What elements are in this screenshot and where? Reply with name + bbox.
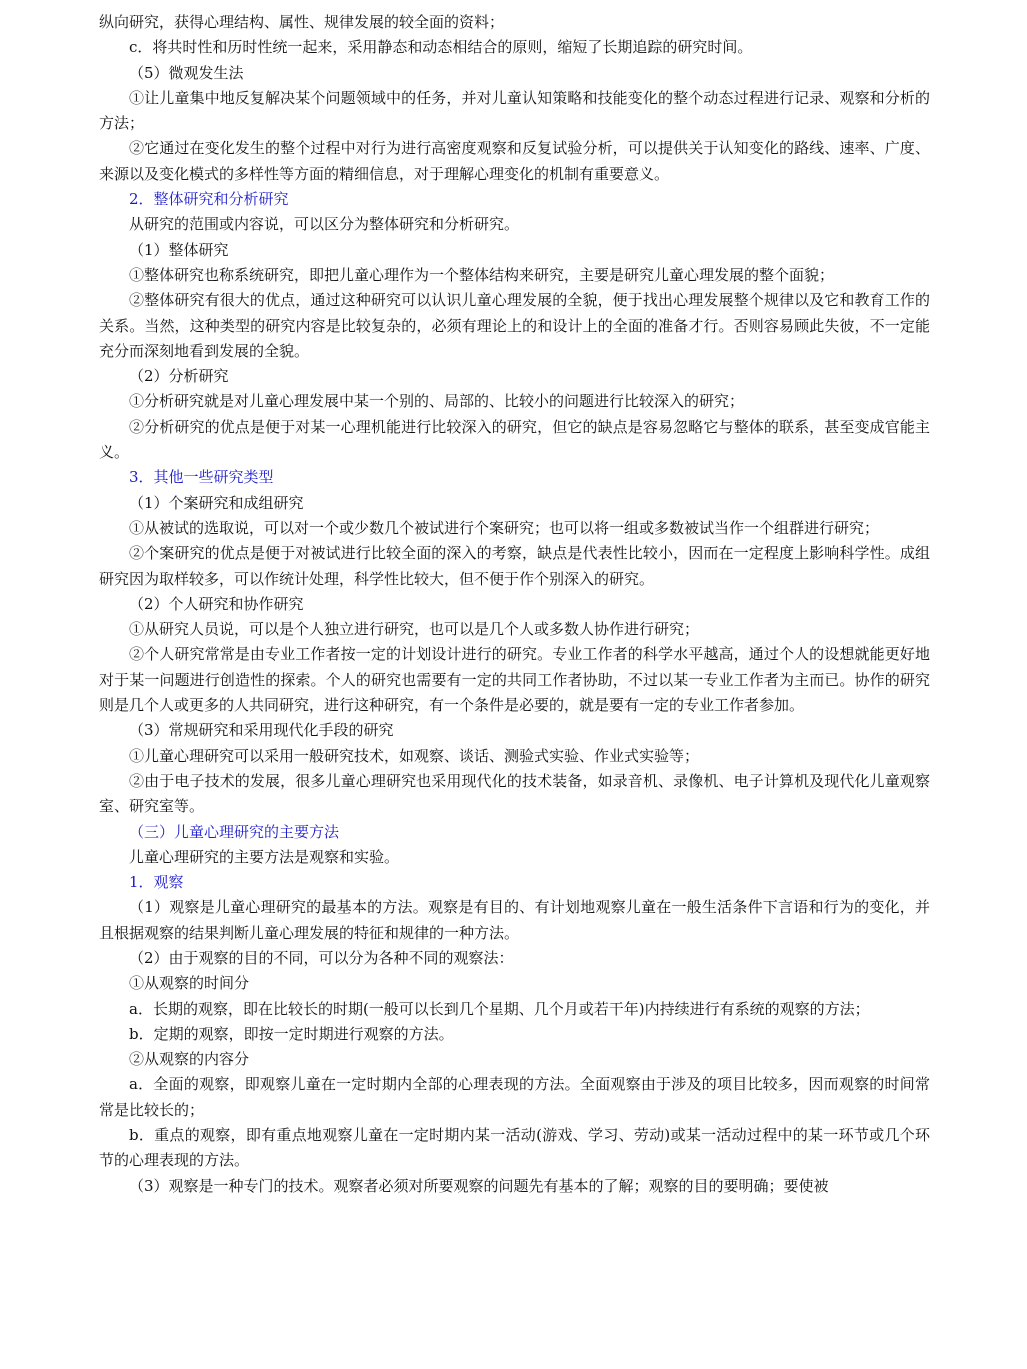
body-paragraph: ①从观察的时间分 xyxy=(129,974,250,993)
body-paragraph: （1）个案研究和成组研究 xyxy=(129,493,304,512)
section-heading: 1．观察 xyxy=(129,873,184,892)
body-paragraph: b．重点的观察，即有重点地观察儿童在一定时期内某一活动(游戏、学习、劳动)或某一活动过程中的某一环节或几个环节的心理表现的方法。 xyxy=(99,1126,930,1170)
body-paragraph: ②个人研究常常是由专业工作者按一定的计划设计进行的研究。专业工作者的科学水平越高，通过个人的设想就能更好地对于某一问题进行创造性的探索。个人的研究也需要有一定的共同工作者协助，不过以某一专业工作者为主而已。协作的研究则是几个人或更多的人共同研究，进行这种研究，有一个条件是必要的，就是要有一定的专业工作者参加。 xyxy=(99,645,930,715)
body-paragraph: ①从被试的选取说，可以对一个或少数几个被试进行个案研究；也可以将一组或多数被试当作一个组群进行研究； xyxy=(129,518,880,537)
body-paragraph: 从研究的范围或内容说，可以区分为整体研究和分析研究。 xyxy=(129,215,520,234)
body-paragraph: b．定期的观察，即按一定时期进行观察的方法。 xyxy=(129,1024,454,1043)
body-paragraph: a．全面的观察，即观察儿童在一定时期内全部的心理表现的方法。全面观察由于涉及的项目比较多，因而观察的时间常常是比较长的； xyxy=(99,1075,930,1119)
body-paragraph: （2）个人研究和协作研究 xyxy=(129,594,304,613)
body-paragraph: （5）微观发生法 xyxy=(129,63,244,82)
body-paragraph: ①整体研究也称系统研究，即把儿童心理作为一个整体结构来研究，主要是研究儿童心理发展的整个面貌； xyxy=(129,265,835,284)
body-paragraph: ②从观察的内容分 xyxy=(129,1050,250,1069)
body-paragraph: （3）观察是一种专门的技术。观察者必须对所要观察的问题先有基本的了解；观察的目的要明确；要使被 xyxy=(129,1176,829,1195)
body-paragraph: ②分析研究的优点是便于对某一心理机能进行比较深入的研究，但它的缺点是容易忽略它与整体的联系，甚至变成官能主义。 xyxy=(99,417,930,462)
section-heading: 2．整体研究和分析研究 xyxy=(129,190,289,209)
body-paragraph: ①让儿童集中地反复解决某个问题领域中的任务，并对儿童认知策略和技能变化的整个动态过程进行记录、观察和分析的方法； xyxy=(99,88,930,133)
body-paragraph: 纵向研究，获得心理结构、属性、规律发展的较全面的资料； xyxy=(99,13,505,31)
body-paragraph: ①从研究人员说，可以是个人独立进行研究，也可以是几个人或多数人协作进行研究； xyxy=(129,620,700,639)
body-paragraph: ①分析研究就是对儿童心理发展中某一个别的、局部的、比较小的问题进行比较深入的研究； xyxy=(129,392,745,411)
body-paragraph: 儿童心理研究的主要方法是观察和实验。 xyxy=(129,847,400,866)
body-paragraph: ②个案研究的优点是便于对被试进行比较全面的深入的考察，缺点是代表性比较小，因而在一定程度上影响科学性。成组研究因为取样较多，可以作统计处理，科学性比较大，但不便于作个别深入的研究。 xyxy=(99,544,930,588)
body-paragraph: （1）观察是儿童心理研究的最基本的方法。观察是有目的、有计划地观察儿童在一般生活条件下言语和行为的变化，并且根据观察的结果判断儿童心理发展的特征和规律的一种方法。 xyxy=(99,898,930,942)
body-paragraph: （2）分析研究 xyxy=(129,367,229,386)
document-page xyxy=(99,10,930,1199)
section-heading: （三）儿童心理研究的主要方法 xyxy=(129,822,340,841)
body-paragraph: ①儿童心理研究可以采用一般研究技术，如观察、谈话、测验式实验、作业式实验等； xyxy=(129,746,700,765)
body-paragraph: （3）常规研究和采用现代化手段的研究 xyxy=(129,721,394,740)
body-paragraph: c．将共时性和历时性统一起来，采用静态和动态相结合的原则，缩短了长期追踪的研究时间。 xyxy=(129,38,753,57)
body-paragraph: （2）由于观察的目的不同，可以分为各种不同的观察法： xyxy=(129,948,514,967)
body-paragraph: ②由于电子技术的发展，很多儿童心理研究也采用现代化的技术装备，如录音机、录像机、电子计算机及现代化儿童观察室、研究室等。 xyxy=(99,771,930,816)
section-heading: 3．其他一些研究类型 xyxy=(129,468,274,487)
body-paragraph: （1）整体研究 xyxy=(129,240,229,259)
body-paragraph: ②整体研究有很大的优点，通过这种研究可以认识儿童心理发展的全貌，便于找出心理发展整个规律以及它和教育工作的关系。当然，这种类型的研究内容是比较复杂的，必须有理论上的和设计上的全面的准备才行。否则容易顾此失彼，不一定能充分而深刻地看到发展的全貌。 xyxy=(99,291,930,360)
body-paragraph: ②它通过在变化发生的整个过程中对行为进行高密度观察和反复试验分析，可以提供关于认知变化的路线、速率、广度、来源以及变化模式的多样性等方面的精细信息，对于理解心理变化的机制有重要意义。 xyxy=(99,139,930,183)
body-paragraph: a．长期的观察，即在比较长的时期(一般可以长到几个星期、几个月或若干年)内持续进行有系统的观察的方法； xyxy=(129,999,870,1018)
